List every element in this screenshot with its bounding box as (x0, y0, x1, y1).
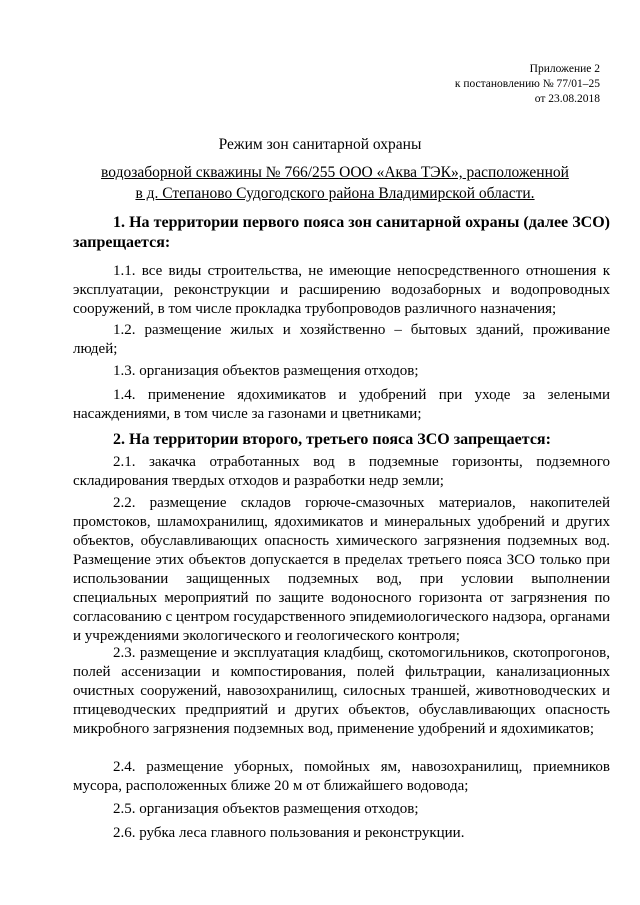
section-1-item-3: 1.3. организация объектов размещения отходов; (113, 363, 419, 379)
section-1-item-1: 1.1. все виды строительства, не имеющие непосредственного отношения к эксплуатации, реконструкции и расширению водозаборных и водопроводных сооружений, в том числе прокладка трубопроводов различного назначения; (73, 263, 610, 317)
appendix-line-2: к постановлению № 77/01–25 (454, 78, 600, 90)
section-2-item-4: 2.4. размещение уборных, помойных ям, навозохранилищ, приемников мусора, расположенных ближе 20 м от ближайшего водовода; (73, 759, 610, 794)
section-1-item-2: 1.2. размещение жилых и хозяйственно – бытовых зданий, проживание людей; (73, 322, 610, 357)
appendix-line-1: Приложение 2 (529, 63, 600, 75)
document-subtitle: водозаборной скважины № 766/255 ООО «Аква ТЭК», расположенной в д. Степаново Судогодского района Владимирской области. (101, 164, 569, 202)
section-2-heading: 2. На территории второго, третьего пояса ЗСО запрещается: (113, 431, 551, 448)
section-2-item-6: 2.6. рубка леса главного пользования и реконструкции. (113, 825, 465, 841)
section-1-heading: 1. На территории первого пояса зон санитарной охраны (далее ЗСО) запрещается: (73, 214, 610, 251)
section-2-item-2: 2.2. размещение складов горюче-смазочных материалов, накопителей промстоков, шламохранилищ, ядохимикатов и минеральных удобрений и других объектов, обуславливающих опасность химического загрязнения подземных вод. Размещение этих объектов допускается в пределах третьего пояса ЗСО только при использовании защищенных подземных вод, при условии выполнении специальных мероприятий по защите водоносного горизонта от загрязнения по согласованию с центром государственного эпидемиологического надзора, органами и учреждениями экологического и геологического контроля; (73, 495, 610, 644)
section-2-item-1: 2.1. закачка отработанных вод в подземные горизонты, подземного складирования твердых отходов и разработки недр земли; (73, 454, 610, 489)
section-1-item-4: 1.4. применение ядохимикатов и удобрений при уходе за зелеными насаждениями, в том числе за газонами и цветниками; (73, 387, 610, 422)
appendix-note (455, 62, 600, 107)
section-2-item-5: 2.5. организация объектов размещения отходов; (113, 801, 419, 817)
section-2-item-3: 2.3. размещение и эксплуатация кладбищ, скотомогильников, скотопрогонов, полей ассенизации и компостирования, полей фильтрации, канализационных очистных сооружений, навозохранилищ, силосных траншей, животноводческих и птицеводческих предприятий и других объектов, обуславливающих опасность микробного загрязнения подземных вод, применение удобрений и ядохимикатов; (73, 645, 610, 737)
document-title: Режим зон санитарной охраны (218, 136, 422, 153)
appendix-line-3: от 23.08.2018 (534, 93, 600, 105)
